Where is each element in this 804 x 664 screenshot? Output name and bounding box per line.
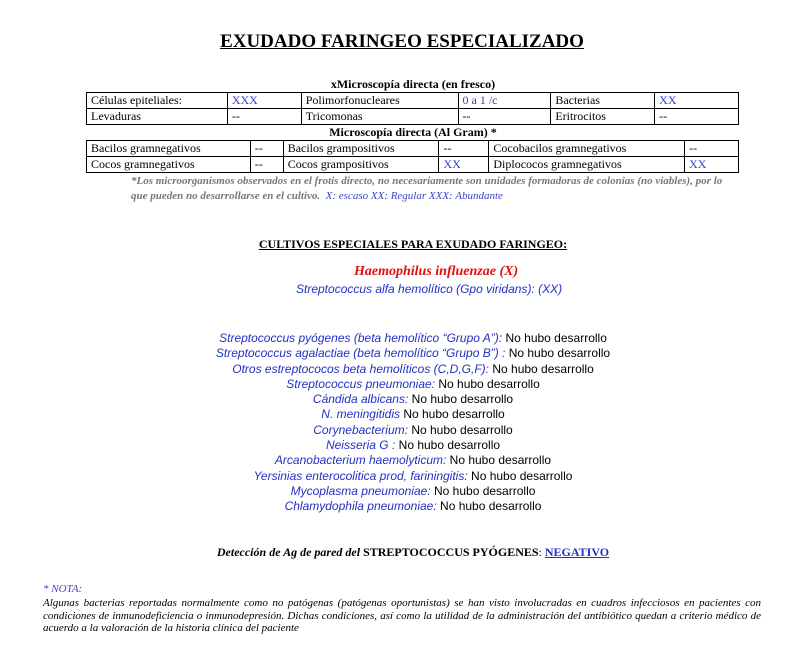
organism: Streptococcus agalactiae (beta hemolítico “Grupo B”) : bbox=[215, 346, 506, 361]
cell-label: Bacilos gramnegativos bbox=[87, 141, 251, 157]
fresh-section-title: xMicroscopía directa (en fresco) bbox=[330, 77, 496, 91]
list-item bbox=[0, 392, 804, 407]
cell-value: -- bbox=[685, 141, 739, 157]
result: No hubo desarrollo bbox=[489, 361, 594, 376]
abundance-scale: X: escaso XX: Regular XXX: Abundante bbox=[325, 190, 503, 202]
cell-value: -- bbox=[250, 157, 283, 173]
cell-label: Levaduras bbox=[87, 109, 228, 125]
list-item bbox=[0, 438, 804, 453]
table-row bbox=[87, 93, 739, 109]
cell-label: Células epiteliales: bbox=[87, 93, 228, 109]
organism: Streptococcus pneumoniae: bbox=[286, 376, 436, 391]
organism: Arcanobacterium haemolyticum: bbox=[274, 453, 447, 468]
table-row bbox=[87, 141, 739, 157]
list-item bbox=[0, 407, 804, 422]
cell-label: Cocos gramnegativos bbox=[87, 157, 251, 173]
result: No hubo desarrollo bbox=[435, 376, 540, 391]
cell-label: Cocos grampositivos bbox=[283, 157, 439, 173]
nota-text: Algunas bacterias reportadas normalmente como no patógenas (patógenas oportunistas) se han visto involucradas en cuadros infecciosos en pacientes con condiciones de inmunodeficiencia o inmunodepresión. Dichas condiciones, así como la utilidad de la administración del antibiótico quedan a criterio médico de acuerdo a la valoración de la historia clínica del paciente bbox=[43, 597, 761, 634]
cell-value: XXX bbox=[227, 93, 301, 109]
organism: Mycoplasma pneumoniae: bbox=[290, 483, 431, 498]
cell-value: XX bbox=[685, 157, 739, 173]
cell-value: -- bbox=[227, 109, 301, 125]
organism: Chlamydophila pneumoniae: bbox=[284, 499, 437, 514]
organism: N. meningitidis bbox=[321, 407, 400, 422]
list-item bbox=[0, 346, 804, 361]
result: No hubo desarrollo bbox=[467, 468, 573, 483]
cell-label: Polimorfonucleares bbox=[301, 93, 458, 109]
organism: Yersinias enterocolitica prod, fariningitis: bbox=[253, 468, 468, 483]
cell-value: -- bbox=[439, 141, 489, 157]
cell-value: 0 a 1 /c bbox=[458, 93, 551, 109]
antigen-result: NEGATIVO bbox=[544, 545, 610, 559]
result: No hubo desarrollo bbox=[436, 499, 542, 514]
list-item bbox=[0, 331, 804, 346]
culture-positive-strep-alfa: Streptococcus alfa hemolítico (Gpo viridans): (XX) bbox=[296, 282, 563, 296]
antigen-detection bbox=[0, 545, 804, 560]
cell-value: -- bbox=[458, 109, 551, 125]
cell-label: Tricomonas bbox=[301, 109, 458, 125]
organism: Neisseria G : bbox=[325, 438, 396, 453]
gram-table bbox=[86, 140, 739, 173]
list-item bbox=[0, 362, 804, 377]
organism: Corynebacterium: bbox=[313, 422, 408, 437]
cell-value: XX bbox=[655, 93, 739, 109]
cell-label: Eritrocitos bbox=[551, 109, 655, 125]
cell-value: XX bbox=[439, 157, 489, 173]
cell-value: -- bbox=[655, 109, 739, 125]
result: No hubo desarrollo bbox=[446, 453, 552, 468]
organism: Streptococcus pyógenes (beta hemolítico “Grupo A”): bbox=[219, 331, 503, 345]
cell-label: Bacilos grampositivos bbox=[283, 141, 439, 157]
result: No hubo desarrollo bbox=[395, 438, 501, 453]
list-item bbox=[0, 377, 804, 392]
culture-positive-haemophilus: Haemophilus influenzae (X) bbox=[354, 264, 519, 279]
footnote-text: *Los microorganismos observados en el frotis directo, no necesariamente son unidades formadoras de colonias (no viables), por lo que pueden no desarrollarse en el cultivo. bbox=[131, 175, 723, 202]
antigen-separator: : bbox=[538, 545, 545, 559]
cell-label: Bacterias bbox=[551, 93, 655, 109]
list-item bbox=[0, 453, 804, 468]
antigen-label: Detección de Ag de pared del bbox=[216, 545, 364, 559]
result: No hubo desarrollo bbox=[430, 483, 536, 498]
result: No hubo desarrollo bbox=[408, 392, 514, 407]
table-row bbox=[87, 109, 739, 125]
table-row bbox=[87, 157, 739, 173]
cultures-title: CULTIVOS ESPECIALES PARA EXUDADO FARINGEO: bbox=[258, 237, 568, 251]
cell-label: Cocobacilos gramnegativos bbox=[489, 141, 685, 157]
gram-section-title: Microscopía directa (Al Gram) * bbox=[329, 125, 497, 139]
list-item bbox=[0, 423, 804, 438]
cell-label: Diplococos gramnegativos bbox=[489, 157, 685, 173]
result: No hubo desarrollo bbox=[502, 331, 607, 345]
cell-value: -- bbox=[250, 141, 283, 157]
culture-results-list bbox=[0, 331, 804, 515]
fresh-table bbox=[86, 92, 739, 125]
organism: Cándida albicans: bbox=[312, 392, 409, 407]
organism: Otros estreptococos beta hemolíticos (C,D,G,F): bbox=[232, 361, 490, 376]
list-item bbox=[0, 469, 804, 484]
report-title: EXUDADO FARINGEO ESPECIALIZADO bbox=[220, 31, 584, 52]
microscopy-footnote bbox=[131, 174, 731, 204]
antigen-organism: STREPTOCOCCUS PYÓGENES bbox=[363, 545, 539, 559]
list-item bbox=[0, 499, 804, 514]
result: No hubo desarrollo bbox=[505, 346, 611, 361]
list-item bbox=[0, 484, 804, 499]
nota-title: * NOTA: bbox=[43, 583, 83, 595]
result: No hubo desarrollo bbox=[407, 422, 513, 437]
result: No hubo desarrollo bbox=[399, 407, 505, 422]
